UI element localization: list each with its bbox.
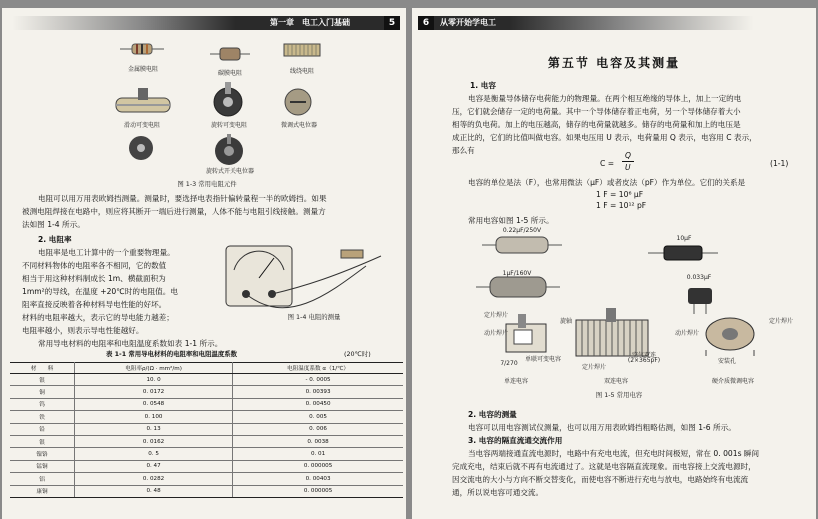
page-number: 5 [384, 16, 400, 30]
table-row: 铝 0. 0282 0. 00403 [10, 473, 403, 485]
ceramic-capacitor-image [680, 286, 720, 314]
section-heading: 3. 电容的隔直流通交流作用 [468, 436, 563, 445]
fig15-label: 双连电容 [603, 378, 628, 385]
rotary-variable-resistor-image [208, 80, 248, 120]
paragraph: 电阻率是电工计算中的一个重要物理量。 不同材料物体的电阻率各不相同，它的数值 相当于用这种材料制成长 1m、横截面积为 1mm²的导线，在温度 +20℃时的电阻值。电 阻率直接反映着各种材料导电性能的好坏。 材料的电阻率越大，表示它的导电能力越差； 电阻率越小，则表示导电性能越好。 [22, 248, 178, 335]
carbon-film-resistor-image [210, 42, 250, 66]
fig13-label: 线绕电阻 [289, 68, 314, 75]
chapter-label: 第一章 [270, 18, 294, 27]
table-header: 材 料 [10, 363, 75, 374]
film-capacitor-image [482, 234, 562, 256]
table-row: 铅 0. 13 0. 006 [10, 423, 403, 435]
fig13-label: 旋转式开关电位器 [205, 168, 254, 175]
left-header [12, 16, 400, 30]
table-row: 锰铜 0. 47 0. 000005 [10, 460, 403, 472]
book-title: 从零开始学电工 [440, 18, 496, 27]
left-page [2, 8, 406, 519]
fig15-label: 硬介质微调电容 [711, 378, 754, 385]
fig15-label: 安装孔 [717, 358, 736, 365]
fig15-label: 0.033μF [686, 274, 712, 281]
paragraph: 常用电容如图 1-5 所示。 [468, 216, 554, 225]
table-header: 电阻温度系数 α（1/℃） [233, 363, 403, 374]
fig15-label: (2×365pF) [627, 357, 661, 364]
paragraph: 电容可以用电容测试仪测量，也可以用万用表欧姆挡粗略估测，如图 1-6 所示。 [468, 423, 736, 432]
right-header [418, 16, 810, 30]
fig15-label: 定片焊片 [581, 364, 606, 371]
fig14-caption: 图 1-4 电阻的测量 [287, 313, 341, 321]
metal-film-resistor-image [120, 38, 164, 60]
table-row: 银 10. 0 - 0. 0005 [10, 374, 403, 386]
fig15-label: 旋轴 [559, 318, 572, 325]
fig15-label: 动片焊片 [674, 330, 699, 337]
fig15-label: 单联可变电容 [524, 356, 561, 363]
section-heading: 2. 电阻率 [38, 235, 72, 244]
fig15-label: 1μF/160V [502, 270, 532, 277]
trimmer-capacitor-image [696, 312, 760, 356]
fig15-caption: 图 1-5 常用电容 [595, 391, 643, 399]
table-row: 银 0. 0162 0. 0038 [10, 435, 403, 447]
right-page: 6 从零开始学电工 第五节 电容及其测量 1. 电容 电容是衡量导体储存电荷能力的物理量。在两个相互绝缘的导体上，加上一定的电 压，它们就会储存一定的电荷量。其中一个导体储存着正电荷，另一个导体储存着大小 相等的负电荷。加上的电压越高，储存的电荷量就越多。储存的电荷量和加上的电压是 成正比的，它们的比值叫做电容。如果电压用 U 表示，电荷量用 Q 表示，电容用 C 表示， 那么有 C = Q U (1-1) 电容的单位是法（F），也常用微法（μF）或者皮法（pF）作为单位。它们的关系是 1 F = 10⁶ μF 1 F = 10¹² pF 常用电容如图 1-5 所示。 0.22μF/250V 10μF 1μF/160V 0.033μF 定片焊片 动片焊片 旋轴 7/270 单联可变电容 定片焊片 空气双连 (2×365pF) 动片焊片 定片焊片 安装孔 单连电容 双连电容 硬介质微调电容 图 1-5 常用电容 2. 电容的测量 电容可以用电容测试仪测量，也可以用万用表欧姆挡粗略估测，如图 1-6 所示。 3. 电容的隔直流通交流作用 当电容两端接通直流电源时，电路中有充电电流，但充电时间极短，常在 0. 001s 瞬间 完成充电，结束后就不再有电流通过了。这就是电容隔直流现象。而电容接上交流电源时， 因交流电的大小与方向不断交替变化，而使电容不断进行充电与放电，电路始终有电流流 通，所以说电容可通交流。 [412, 8, 816, 519]
page-number: 6 [418, 16, 434, 30]
table-row: 钨 0. 0548 0. 00450 [10, 398, 403, 410]
section-heading: 1. 电容 [470, 81, 496, 90]
fig13-label: 碳膜电阻 [217, 70, 242, 77]
fig13-label: 滑动可变电阻 [123, 122, 160, 129]
fig13-caption: 图 1-3 常用电阻元件 [177, 180, 237, 188]
paragraph: 常用导电材料的电阻率和电阻温度系数如表 1-1 所示。 [38, 339, 223, 348]
table-unit: (20℃时) [344, 350, 371, 358]
section-title: 第五节 电容及其测量 [547, 56, 681, 70]
unit-relations: 1 F = 10⁶ μF 1 F = 10¹² pF [596, 190, 647, 210]
fig13-label: 旋转可变电阻 [210, 122, 247, 129]
table-header: 电阻率ρ/(Ω · mm²/m) [75, 363, 233, 374]
formula-number: (1-1) [770, 159, 789, 168]
switch-potentiometer-image-a [124, 132, 158, 162]
trimmer-potentiometer-image [278, 84, 318, 120]
table-row: 康铜 0. 48 0. 000005 [10, 485, 403, 497]
fig15-label: 定片焊片 [768, 318, 793, 325]
multimeter-measurement-image [216, 236, 396, 316]
table-row: 镍铬 0. 5 0. 01 [10, 448, 403, 460]
fig15-label: 10μF [676, 235, 692, 242]
paragraph: 电容的单位是法（F），也常用微法（μF）或者皮法（pF）作为单位。它们的关系是 [468, 178, 746, 187]
switch-potentiometer-image-b [212, 134, 246, 168]
fig13-label: 金属膜电阻 [127, 66, 158, 73]
chapter-title: 电工入门基础 [302, 18, 350, 27]
table-title: 表 1-1 常用导电材料的电阻率和电阻温度系数 [106, 350, 238, 358]
fig15-label: 7/270 [500, 360, 518, 367]
wire-wound-resistor-image [280, 36, 324, 64]
fig15-label: 空气双连 [631, 352, 656, 359]
fig15-label: 单连电容 [503, 378, 528, 385]
table-row: 铜 0. 0172 0. 00393 [10, 386, 403, 398]
electrolytic-capacitor-image [648, 244, 718, 262]
fig13-label: 微调式电位器 [280, 122, 317, 129]
fig15-label: 0.22μF/250V [502, 227, 542, 234]
paragraph: 当电容两端接通直流电源时，电路中有充电电流，但充电时间极短，常在 0. 001s 瞬间 完成充电，结束后就不再有电流通过了。这就是电容隔直流现象。而电容接上交流电源时， 因交流电的大小与方向不断交替变化，而使电容不断进行充电与放电，电路始终有电流流 通，所以说电容可通交流。 [452, 449, 760, 497]
section-heading: 2. 电容的测量 [468, 410, 517, 419]
resistivity-table [10, 362, 403, 498]
sliding-rheostat-image [114, 84, 172, 120]
paragraph: 电阻可以用万用表欧姆挡测量。测量时，要选择电表指针偏转量程一半的欧姆挡。如果 被测电阻焊接在电路中，则应将其断开一端后进行测量，人体不能与电阻引线接触。测量方 法如图 1-4 所示。 [22, 194, 327, 229]
single-variable-capacitor-image [500, 314, 556, 358]
paragraph: 电容是衡量导体储存电荷能力的物理量。在两个相互绝缘的导体上，加上一定的电 压，它们就会储存一定的电荷量。其中一个导体储存着正电荷，另一个导体储存着大小 相等的负电荷。加上的电压越高，储存的电荷量就越多。储存的电荷量和加上的电压是 成正比的，它们的比值叫做电容。如果电压用 U 表示，电荷量用 Q 表示，电容用 C 表示， 那么有 [452, 94, 757, 155]
paper-capacitor-image [476, 274, 560, 300]
fig15-label: 定片焊片 [484, 312, 509, 319]
fig15-label: 动片焊片 [484, 330, 509, 337]
table-row: 铁 0. 100 0. 005 [10, 411, 403, 423]
